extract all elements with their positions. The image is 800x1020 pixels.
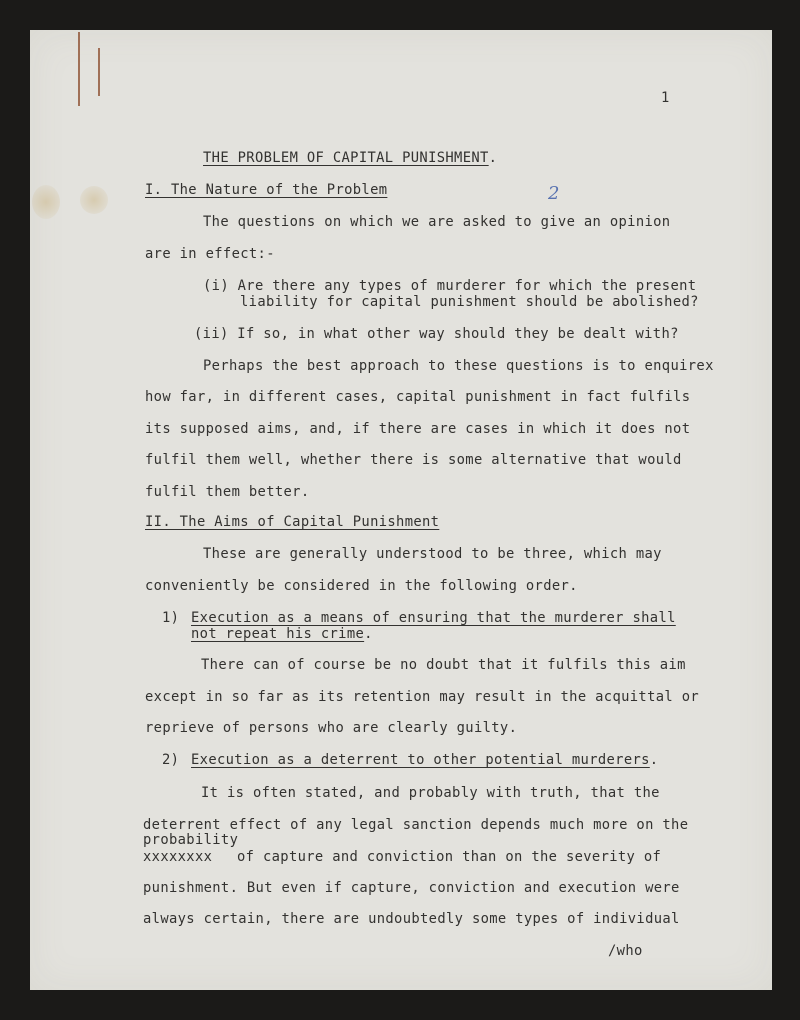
section-heading-1: I. The Nature of the Problem (145, 182, 388, 198)
item-1-heading: Execution as a means of ensuring that the murderer shall (191, 610, 676, 626)
text-line: fulfil them better. (145, 484, 310, 500)
item-2-heading (191, 752, 658, 768)
text-line: These are generally understood to be three, which may (203, 546, 662, 562)
text-line: deterrent effect of any legal sanction depends much more on the (143, 817, 689, 833)
stain-mark (80, 186, 108, 214)
handwritten-mark: 2 (548, 183, 560, 204)
text-line: its supposed aims, and, if there are cases in which it does not (145, 421, 691, 437)
item-1-number: 1) (162, 610, 180, 626)
text-line: Perhaps the best approach to these questions is to enquirex (203, 358, 714, 374)
item-1-heading-text: not repeat his crime (191, 626, 365, 642)
text-line: reprieve of persons who are clearly guilty. (145, 720, 518, 736)
item-2-heading-text: Execution as a deterrent to other potential murderers (191, 752, 650, 768)
text-line: fulfil them well, whether there is some alternative that would (145, 452, 682, 468)
text-line: There can of course be no doubt that it fulfils this aim (201, 657, 686, 673)
page-title (203, 150, 497, 166)
struck-out-word: xxxxxxxx (143, 849, 213, 865)
text-line: how far, in different cases, capital punishment in fact fulfils (145, 389, 691, 405)
inserted-word: probability (143, 832, 239, 848)
item-2-period: . (649, 752, 659, 768)
question-1-line: (i) Are there any types of murderer for which the present (203, 278, 697, 294)
item-1-heading (191, 626, 373, 642)
text-line: The questions on which we are asked to give an opinion (203, 214, 671, 230)
text-line: except in so far as its retention may result in the acquittal or (145, 689, 700, 705)
text-line: punishment. But even if capture, conviction and execution were (143, 880, 680, 896)
text-line: always certain, there are undoubtedly some types of individual (143, 911, 680, 927)
document-page (30, 30, 772, 990)
question-2-line: (ii) If so, in what other way should they be dealt with? (194, 326, 679, 342)
title-text: THE PROBLEM OF CAPITAL PUNISHMENT (203, 150, 489, 166)
pin-mark (98, 48, 100, 96)
question-1-line: liability for capital punishment should be abolished? (240, 294, 699, 310)
text-line: conveniently be considered in the following order. (145, 578, 578, 594)
text-line: It is often stated, and probably with truth, that the (201, 785, 660, 801)
page-number: 1 (661, 90, 670, 106)
stain-mark (32, 185, 60, 219)
text-line: are in effect:- (145, 246, 275, 262)
item-2-number: 2) (162, 752, 180, 768)
title-period: . (488, 150, 498, 166)
text-line: of capture and conviction than on the severity of (237, 849, 662, 865)
section-heading-2: II. The Aims of Capital Punishment (145, 514, 440, 530)
catchword: /who (608, 943, 643, 959)
item-1-period: . (364, 626, 373, 642)
pin-mark (78, 32, 80, 106)
